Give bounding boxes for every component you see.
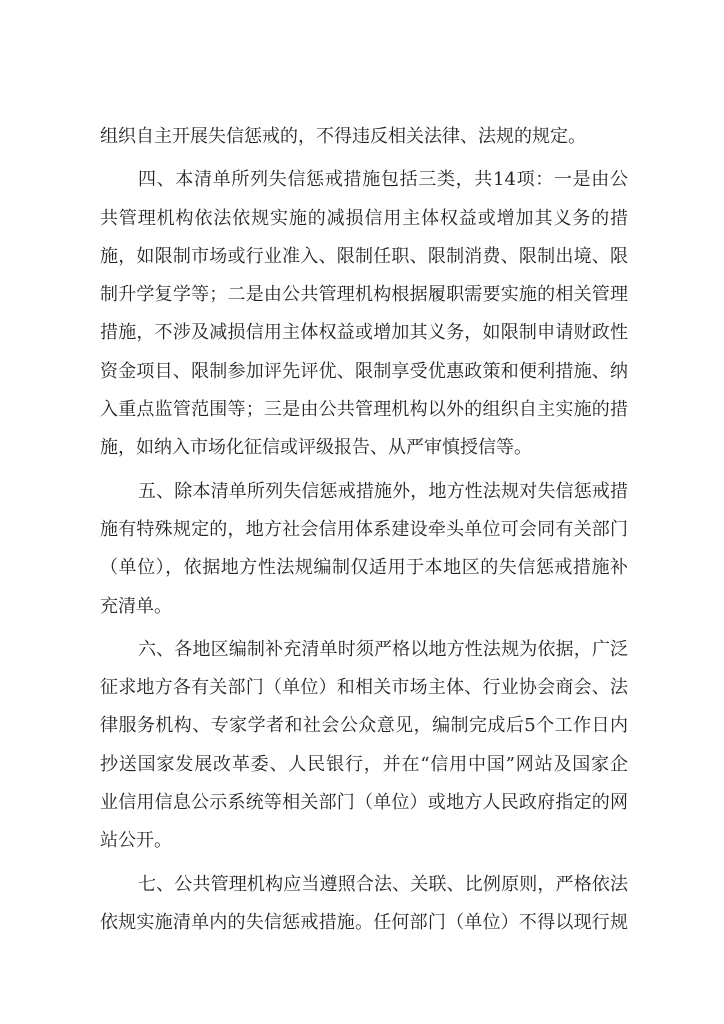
text-line: 七、公共管理机构应当遵照合法、关联、比例原则，严格依法 [138,873,628,895]
paragraph-item-7 [100,866,628,943]
paragraph-item-5 [100,473,628,626]
text-line: 施有特殊规定的，地方社会信用体系建设牵头单位可会同有关部门 [100,518,628,540]
text-line: 征求地方各有关部门（单位）和相关市场主体、行业协会商会、法 [100,677,628,699]
paragraph [100,118,628,156]
text-line: 制升学复学等；二是由公共管理机构根据履职需要实施的相关管理 [100,284,628,306]
text-line: 业信用信息公示系统等相关部门（单位）或地方人民政府指定的网 [100,792,628,814]
text-line: 组织自主开展失信惩戒的，不得违反相关法律、法规的规定。 [100,126,586,147]
text-line: （单位），依据地方性法规编制仅适用于本地区的失信惩戒措施补 [100,557,628,579]
text-line: 共管理机构依法依规实施的减损信用主体权益或增加其义务的措 [100,207,628,229]
text-line: 资金项目、限制参加评先评优、限制享受优惠政策和便利措施、纳 [100,360,628,382]
text-line: 站公开。 [100,830,172,852]
text-line: 六、各地区编制补充清单时须严格以地方性法规为依据，广泛 [138,638,628,660]
text-line: 充清单。 [100,595,172,617]
text-line: 措施，不涉及减损信用主体权益或增加其义务，如限制申请财政性 [100,322,628,344]
text-line: 依规实施清单内的失信惩戒措施。任何部门（单位）不得以现行规 [100,911,628,933]
paragraph-item-4 [100,161,628,467]
text-line: 施，如限制市场或行业准入、限制任职、限制消费、限制出境、限 [100,245,628,267]
text-line: 入重点监管范围等；三是由公共管理机构以外的组织自主实施的措 [100,399,628,421]
text-line: 抄送国家发展改革委、人民银行，并在“信用中国”网站及国家企 [100,753,628,775]
text-line: 施，如纳入市场化征信或评级报告、从严审慎授信等。 [100,437,532,459]
paragraph-item-6 [100,631,628,861]
document-body [100,118,628,942]
text-line: 五、除本清单所列失信惩戒措施外，地方性法规对失信惩戒措 [138,480,628,502]
text-line: 四、本清单所列失信惩戒措施包括三类，共14项：一是由公 [138,169,628,191]
text-line: 律服务机构、专家学者和社会公众意见，编制完成后5个工作日内 [100,715,628,737]
